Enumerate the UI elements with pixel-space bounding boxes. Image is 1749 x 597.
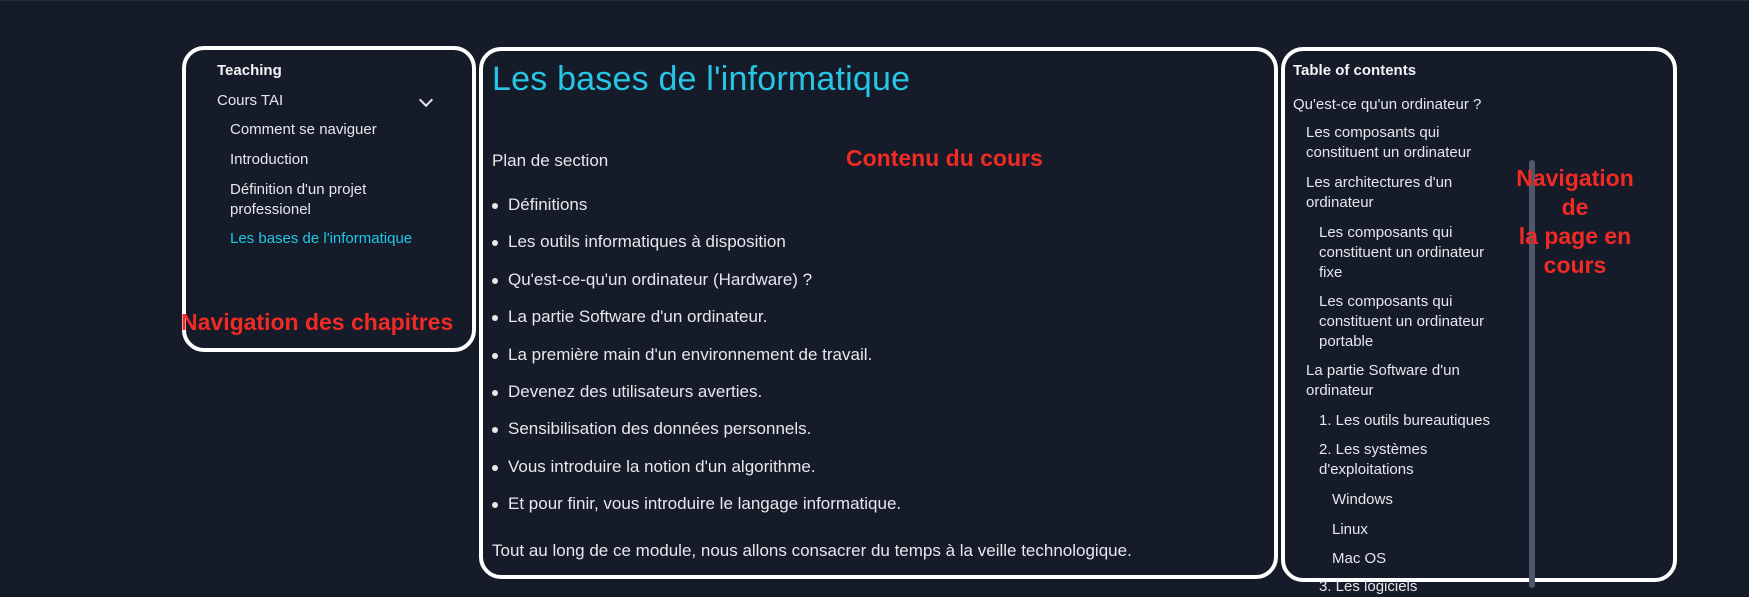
sidebar-item-introduction[interactable]: Introduction [230,151,309,168]
sidebar-item-bases-informatique[interactable]: Les bases de l'informatique [230,230,413,247]
toc-item-line: constituent un ordinateur [1306,144,1472,161]
list-item: Sensibilisation des données personnels. [508,419,901,456]
toc-item-line: constituent un ordinateur [1319,244,1485,261]
annotation-chapters: Navigation des chapitres [181,309,454,335]
sidebar-item-comment-se-naviguer[interactable]: Comment se naviguer [230,121,377,138]
list-item: La première main d'un environnement de travail. [508,345,901,382]
section-plan-heading: Plan de section [492,151,609,170]
module-footer-text: Tout au long de ce module, nous allons consacrer du temps à la veille technologique. [492,541,1132,560]
list-item: La partie Software d'un ordinateur. [508,307,901,344]
annotation-line: la page en [1518,223,1632,249]
toc-item-line: Les composants qui [1306,124,1440,141]
annotation-line: de [1561,194,1589,220]
list-item: Définitions [508,195,901,232]
annotation-line: Navigation [1516,165,1634,191]
toc-item-line: ordinateur [1306,194,1374,211]
sidebar-item-label: professionel [230,201,311,218]
annotation-content: Contenu du cours [846,145,1043,171]
top-divider [0,0,1749,1]
page-title: Les bases de l'informatique [492,60,911,98]
toc-item-line: La partie Software d'un [1306,362,1460,379]
toc-title: Table of contents [1293,62,1417,79]
toc-item[interactable] [1319,292,1484,352]
toc-item[interactable]: Qu'est-ce qu'un ordinateur ? [1293,96,1482,113]
sidebar-heading: Teaching [217,62,282,79]
toc-item[interactable] [1319,223,1484,283]
list-item: Vous introduire la notion d'un algorithme. [508,457,901,494]
list-item: Les outils informatiques à disposition [508,232,901,269]
toc-item-line: portable [1319,333,1374,350]
toc-item-line: Les composants qui [1319,224,1453,241]
toc-item-line: Les composants qui [1319,293,1453,310]
toc-item-line: Les architectures d'un [1306,174,1453,191]
sidebar-item-definition-projet[interactable] [230,180,366,220]
toc-item[interactable] [1306,123,1471,163]
toc-item-line: ordinateur [1306,382,1374,399]
list-item: Qu'est-ce-qu'un ordinateur (Hardware) ? [508,270,901,307]
sidebar-item-label: Définition d'un projet [230,181,367,198]
list-item: Et pour finir, vous introduire le langage informatique. [508,494,901,531]
toc-item[interactable]: Windows [1332,491,1393,508]
annotation-page-nav [1495,164,1655,280]
toc-item[interactable]: Mac OS [1332,550,1387,567]
list-item: Devenez des utilisateurs averties. [508,382,901,419]
toc-item[interactable] [1306,361,1460,401]
toc-item-line: d'exploitations [1319,461,1414,478]
toc-item[interactable]: 1. Les outils bureautiques [1319,412,1490,429]
toc-item-line: 2. Les systèmes [1319,441,1428,458]
toc-item[interactable]: 3. Les logiciels [1319,578,1418,595]
annotation-line: cours [1543,252,1607,278]
toc-item[interactable]: Linux [1332,521,1368,538]
toc-item-line: fixe [1319,264,1343,281]
section-plan-list [508,195,901,532]
sidebar-group-cours-tai[interactable]: Cours TAI [217,92,284,109]
toc-item[interactable] [1306,173,1452,213]
toc-item[interactable] [1319,440,1427,480]
toc-item-line: constituent un ordinateur [1319,313,1485,330]
